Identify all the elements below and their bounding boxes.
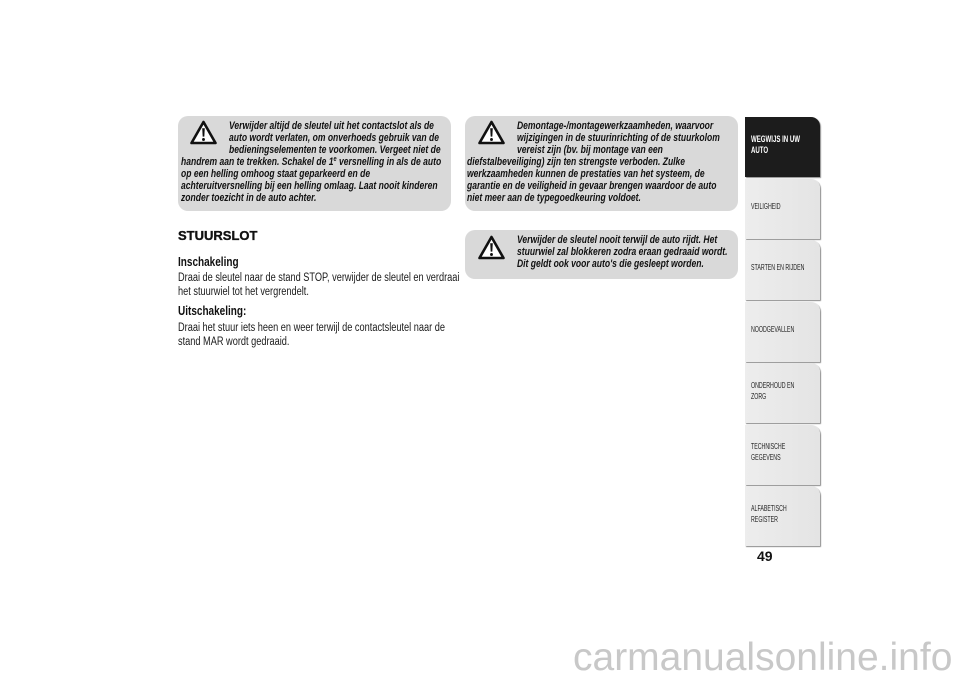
tab-label-line: REGISTER [751, 513, 778, 524]
engage-heading: Inschakeling [178, 255, 239, 269]
tab-starten-en-rijden[interactable] [745, 240, 820, 300]
page-number: 49 [757, 548, 773, 564]
disengage-heading: Uitschakeling: [178, 304, 247, 318]
disengage-text-line: stand MAR wordt gedraaid. [178, 336, 290, 348]
warning-text-line: wijzigingen in de stuurinrichting of de stuurkolom [517, 132, 720, 144]
tab-onderhoud-en-zorg[interactable] [745, 363, 820, 423]
warning-text-segment: versnelling in als de auto [336, 156, 442, 168]
tab-noodgevallen[interactable] [745, 302, 820, 362]
tab-veiligheid[interactable] [745, 179, 820, 239]
tab-label-line: WEGWIJS IN UW [751, 133, 800, 145]
warning-triangle-icon [190, 120, 217, 145]
tab-label-line: STARTEN EN RIJDEN [751, 262, 805, 272]
disengage-text-line: Draai het stuur iets heen en weer terwijl de contactsleutel naar de [178, 322, 445, 334]
tab-label-line: ONDERHOUD EN [751, 379, 795, 390]
warning-text-line: auto wordt verlaten, om onverhoeds gebruik van de [229, 132, 439, 144]
tab-label-line: ZORG [751, 390, 767, 401]
warning-text-segment: handrem aan te trekken. Schakel de 1 [181, 156, 334, 168]
warning-text-line: bedieningselementen te voorkomen. Vergeet niet de [229, 144, 441, 156]
tab-technische-gegevens[interactable] [745, 425, 820, 485]
tab-wegwijs-in-uw-auto[interactable] [745, 117, 820, 177]
ordinal-superscript: e [333, 156, 337, 163]
warning-text-line: Dit geldt ook voor auto's die gesleept worden. [517, 258, 704, 270]
warning-triangle-icon [478, 120, 505, 145]
tab-alfabetisch-register[interactable] [745, 486, 820, 546]
tab-label-line: NOODGEVALLEN [751, 323, 795, 334]
warning-box-key-while-driving [465, 230, 738, 279]
warning-text-line: zonder toezicht in de auto achter. [181, 192, 317, 204]
warning-text-line: Demontage-/montagewerkzaamheden, waarvoor [517, 120, 714, 132]
warning-text-line: vereist zijn (bv. bij montage van een [517, 144, 663, 156]
warning-text-line: Verwijder altijd de sleutel uit het contactslot als de [229, 120, 434, 132]
warning-triangle-icon [478, 235, 505, 260]
tab-label-line: VEILIGHEID [751, 200, 781, 211]
warning-box-leaving-car [178, 116, 451, 211]
warning-text-line: stuurwiel zal blokkeren zodra eraan gedraaid wordt. [517, 246, 728, 258]
warning-text-line: werkzaamheden kunnen de prestaties van het systeem, de [467, 168, 705, 180]
warning-text-line: garantie en de veiligheid in gevaar brengen waardoor de auto [467, 180, 717, 192]
tab-label-line: GEGEVENS [751, 452, 781, 462]
warning-text-line [181, 156, 441, 168]
warning-text-line: achteruitversnelling bij een helling omlaag. Laat nooit kinderen [181, 180, 438, 192]
warning-text-line: diefstalbeveiliging) zijn ten strengste verboden. Zulke [467, 156, 686, 168]
engage-text-line: Draai de sleutel naar de stand STOP, verwijder de sleutel en verdraai [178, 272, 460, 284]
warning-box-steering-modification [465, 116, 738, 211]
engage-text-line: het stuurwiel tot het vergrendelt. [178, 286, 309, 298]
warning-text-line: Verwijder de sleutel nooit terwijl de auto rijdt. Het [517, 234, 718, 246]
chapter-tabs [745, 117, 820, 546]
watermark: carmanualsonline.info [573, 636, 953, 679]
warning-text-line: niet meer aan de typegoedkeuring voldoet. [467, 192, 641, 204]
tab-label-line: TECHNISCHE [751, 441, 786, 451]
section-title: STUURSLOT [178, 228, 258, 243]
warning-text-line: op een helling omhoog staat geparkeerd en de [181, 168, 371, 180]
tab-label-line: ALFABETISCH [751, 502, 787, 513]
tab-label-line: AUTO [751, 144, 769, 156]
